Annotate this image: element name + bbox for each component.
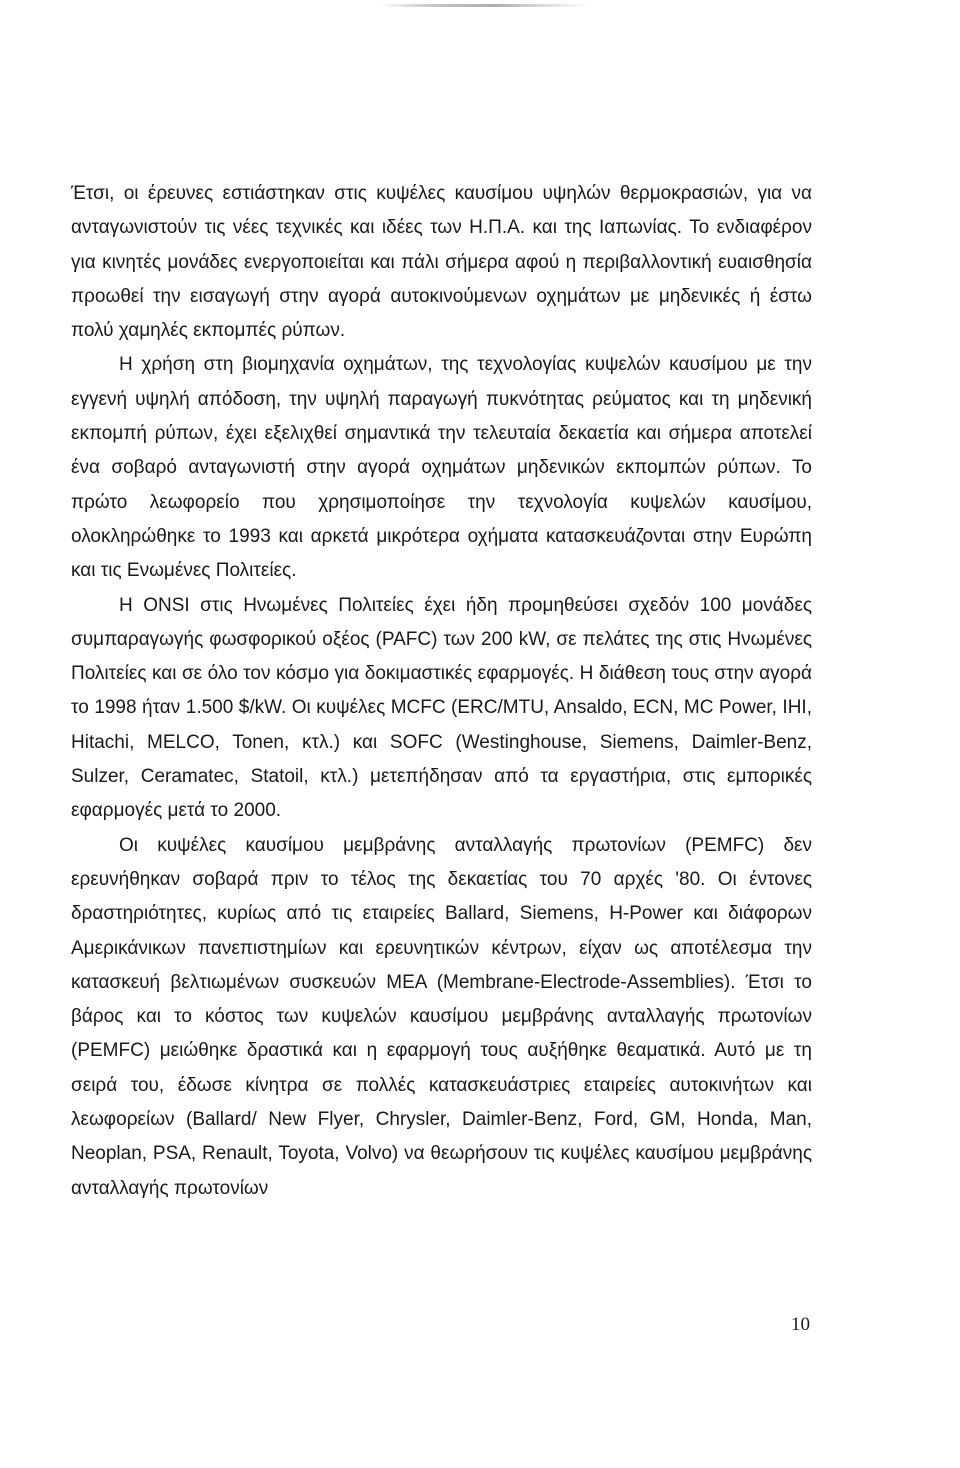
- paragraph-2: Η χρήση στη βιομηχανία οχημάτων, της τεχνολογίας κυψελών καυσίμου με την εγγενή υψηλή απόδοση, την υψηλή παραγωγή πυκνότητας ρεύματος και τη μηδενική εκπομπή ρύπων, έχει εξελιχθεί σημαντικά την τελευταία δεκαετία και σήμερα αποτελεί ένα σοβαρό ανταγωνιστή στην αγορά οχημάτων μηδενικών εκπομπών ρύπων. Το πρώτο λεωφορείο που χρησιμοποίησε την τεχνολογία κυψελών καυσίμου, ολοκληρώθηκε το 1993 και αρκετά μικρότερα οχήματα κατασκευάζονται στην Ευρώπη και τις Ενωμένες Πολιτείες.: [71, 354, 812, 582]
- paragraph-1: Έτσι, οι έρευνες εστιάστηκαν στις κυψέλες καυσίμου υψηλών θερμοκρασιών, για να ανταγωνιστούν τις νέες τεχνικές και ιδέες των Η.Π.Α. και της Ιαπωνίας. Το ενδιαφέρον για κινητές μονάδες ενεργοποιείται και πάλι σήμερα αφού η περιβαλλοντική ευαισθησία προωθεί την εισαγωγή στην αγορά αυτοκινούμενων οχημάτων με μηδενικές ή έστω πολύ χαμηλές εκπομπές ρύπων.: [71, 183, 812, 342]
- page-number: 10: [791, 1314, 810, 1335]
- paragraph-3: Η ONSI στις Ηνωμένες Πολιτείες έχει ήδη προμηθεύσει σχεδόν 100 μονάδες συμπαραγωγής φωσφορικού οξέος (PAFC) των 200 kW, σε πελάτες της στις Ηνωμένες Πολιτείες και σε όλο τον κόσμο για δοκιμαστικές εφαρμογές. Η διάθεση τους στην αγορά το 1998 ήταν 1.500 $/kW. Οι κυψέλες MCFC (ERC/MTU, Ansaldo, ECN, MC Power, IHI, Hitachi, MELCO, Tonen, κτλ.) και SOFC (Westinghouse, Siemens, Daimler-Benz, Sulzer, Ceramatec, Statoil, κτλ.) μετεπήδησαν από τα εργαστήρια, στις εμπορικές εφαρμογές μετά το 2000.: [71, 594, 812, 822]
- body-text: [71, 177, 812, 1206]
- paragraph-4: Οι κυψέλες καυσίμου μεμβράνης ανταλλαγής πρωτονίων (PEMFC) δεν ερευνήθηκαν σοβαρά πριν το τέλος της δεκαετίας του 70 αρχές '80. Οι έντονες δραστηριότητες, κυρίως από τις εταιρείες Ballard, Siemens, H-Power και διάφορων Αμερικάνικων πανεπιστημίων και ερευνητικών κέντρων, είχαν ως αποτέλεσμα την κατασκευή βελτιωμένων συσκευών MEA (Membrane-Electrode-Assemblies). Έτσι το βάρος και το κόστος των κυψελών καυσίμου μεμβράνης ανταλλαγής πρωτονίων (PEMFC) μειώθηκε δραστικά και η εφαρμογή τους αυξήθηκε θεαματικά. Αυτό με τη σειρά του, έδωσε κίνητρα σε πολλές κατασκευάστριες εταιρείες αυτοκινήτων και λεωφορείων (Ballard/ New Flyer, Chrysler, Daimler-Benz, Ford, GM, Honda, Man, Neoplan, PSA, Renault, Toyota, Volvo) να θεωρήσουν τις κυψέλες καυσίμου μεμβράνης ανταλλαγής πρωτονίων: [71, 834, 812, 1199]
- scan-artifact: [380, 4, 590, 7]
